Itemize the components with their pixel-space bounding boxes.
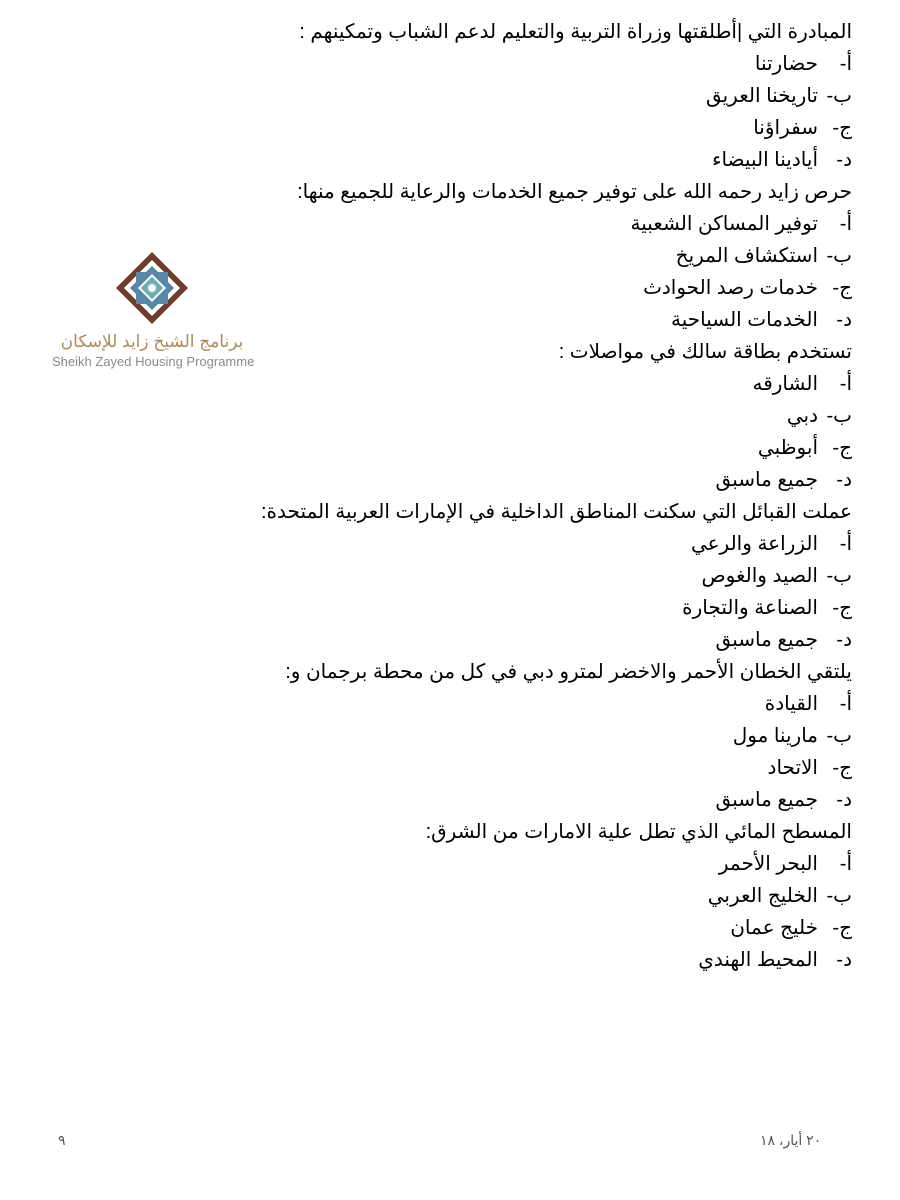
option-letter: ج- bbox=[832, 437, 852, 459]
page-number: ٩ bbox=[58, 1132, 66, 1148]
option-letter: د- bbox=[836, 309, 852, 331]
option-item bbox=[52, 944, 852, 976]
question-block bbox=[52, 496, 852, 656]
option-letter: ب- bbox=[826, 85, 852, 107]
option-letter: ب- bbox=[826, 245, 852, 267]
option-item bbox=[52, 560, 852, 592]
logo-english-text: Sheikh Zayed Housing Programme bbox=[52, 354, 255, 369]
question-text: يلتقي الخطان الأحمر والاخضر لمترو دبي في كل من محطة برجمان و: bbox=[285, 661, 852, 683]
option-text: جميع ماسبق bbox=[715, 469, 818, 491]
option-text: الشارقه bbox=[752, 373, 818, 395]
option-letter: ج- bbox=[832, 597, 852, 619]
option-item bbox=[52, 848, 852, 880]
option-text: سفراؤنا bbox=[753, 117, 818, 139]
option-text: القيادة bbox=[764, 693, 818, 715]
option-text: الخليج العربي bbox=[707, 885, 818, 907]
question-text: تستخدم بطاقة سالك في مواصلات : bbox=[558, 341, 852, 363]
option-text: استكشاف المريخ bbox=[675, 245, 818, 267]
option-item bbox=[52, 144, 852, 176]
option-letter: د- bbox=[836, 149, 852, 171]
option-letter: أ- bbox=[839, 373, 852, 395]
option-item bbox=[52, 592, 852, 624]
option-item bbox=[52, 208, 852, 240]
option-item bbox=[52, 368, 852, 400]
option-text: خليج عمان bbox=[730, 917, 818, 939]
geometric-star-icon bbox=[114, 250, 190, 326]
option-letter: ج- bbox=[832, 277, 852, 299]
option-letter: أ- bbox=[839, 533, 852, 555]
option-text: تاريخنا العريق bbox=[705, 85, 818, 107]
question-text: المسطح المائي الذي تطل علية الامارات من الشرق: bbox=[425, 821, 852, 843]
option-text: الاتحاد bbox=[767, 757, 818, 779]
option-letter: ج- bbox=[832, 757, 852, 779]
option-item bbox=[52, 784, 852, 816]
option-letter: ج- bbox=[832, 117, 852, 139]
question-block bbox=[52, 16, 852, 176]
option-text: البحر الأحمر bbox=[718, 853, 818, 875]
footer-date: ٢٠ أيار، ١٨ bbox=[760, 1132, 822, 1148]
option-item bbox=[52, 912, 852, 944]
quiz-content bbox=[52, 16, 852, 976]
question-text: حرص زايد رحمه الله على توفير جميع الخدمات والرعاية للجميع منها: bbox=[297, 181, 852, 203]
housing-programme-logo bbox=[52, 250, 255, 369]
option-text: أبوظبي bbox=[757, 437, 818, 459]
option-letter: د- bbox=[836, 949, 852, 971]
option-item bbox=[52, 112, 852, 144]
option-item bbox=[52, 528, 852, 560]
option-item bbox=[52, 464, 852, 496]
question-block bbox=[52, 656, 852, 816]
option-letter: ب- bbox=[826, 405, 852, 427]
option-item bbox=[52, 880, 852, 912]
option-letter: ب- bbox=[826, 725, 852, 747]
option-text: جميع ماسبق bbox=[715, 629, 818, 651]
option-item bbox=[52, 752, 852, 784]
option-item bbox=[52, 688, 852, 720]
option-letter: أ- bbox=[839, 853, 852, 875]
option-text: مارينا مول bbox=[732, 725, 818, 747]
question-block bbox=[52, 816, 852, 976]
option-item bbox=[52, 48, 852, 80]
option-text: توفير المساكن الشعبية bbox=[630, 213, 818, 235]
option-letter: أ- bbox=[839, 53, 852, 75]
option-text: الصيد والغوص bbox=[701, 565, 818, 587]
option-item bbox=[52, 432, 852, 464]
option-item bbox=[52, 80, 852, 112]
option-item bbox=[52, 400, 852, 432]
option-text: دبي bbox=[786, 405, 818, 427]
option-item bbox=[52, 720, 852, 752]
option-letter: ب- bbox=[826, 565, 852, 587]
option-letter: أ- bbox=[839, 213, 852, 235]
question-text: المبادرة التي |أطلقتها وزراة التربية والتعليم لدعم الشباب وتمكينهم : bbox=[299, 21, 852, 43]
option-text: حضارتنا bbox=[754, 53, 818, 75]
option-letter: د- bbox=[836, 629, 852, 651]
option-letter: ب- bbox=[826, 885, 852, 907]
option-text: جميع ماسبق bbox=[715, 789, 818, 811]
option-letter: أ- bbox=[839, 693, 852, 715]
option-text: أيادينا البيضاء bbox=[712, 149, 818, 171]
logo-arabic-text: برنامج الشيخ زايد للإسكان bbox=[60, 332, 244, 351]
option-text: خدمات رصد الحوادث bbox=[643, 277, 818, 299]
option-item bbox=[52, 624, 852, 656]
option-text: المحيط الهندي bbox=[698, 949, 818, 971]
option-letter: ج- bbox=[832, 917, 852, 939]
option-text: الزراعة والرعي bbox=[690, 533, 818, 555]
option-letter: د- bbox=[836, 469, 852, 491]
option-text: الصناعة والتجارة bbox=[682, 597, 818, 619]
question-text: عملت القبائل التي سكنت المناطق الداخلية في الإمارات العربية المتحدة: bbox=[261, 501, 852, 523]
option-text: الخدمات السياحية bbox=[671, 309, 818, 331]
option-letter: د- bbox=[836, 789, 852, 811]
